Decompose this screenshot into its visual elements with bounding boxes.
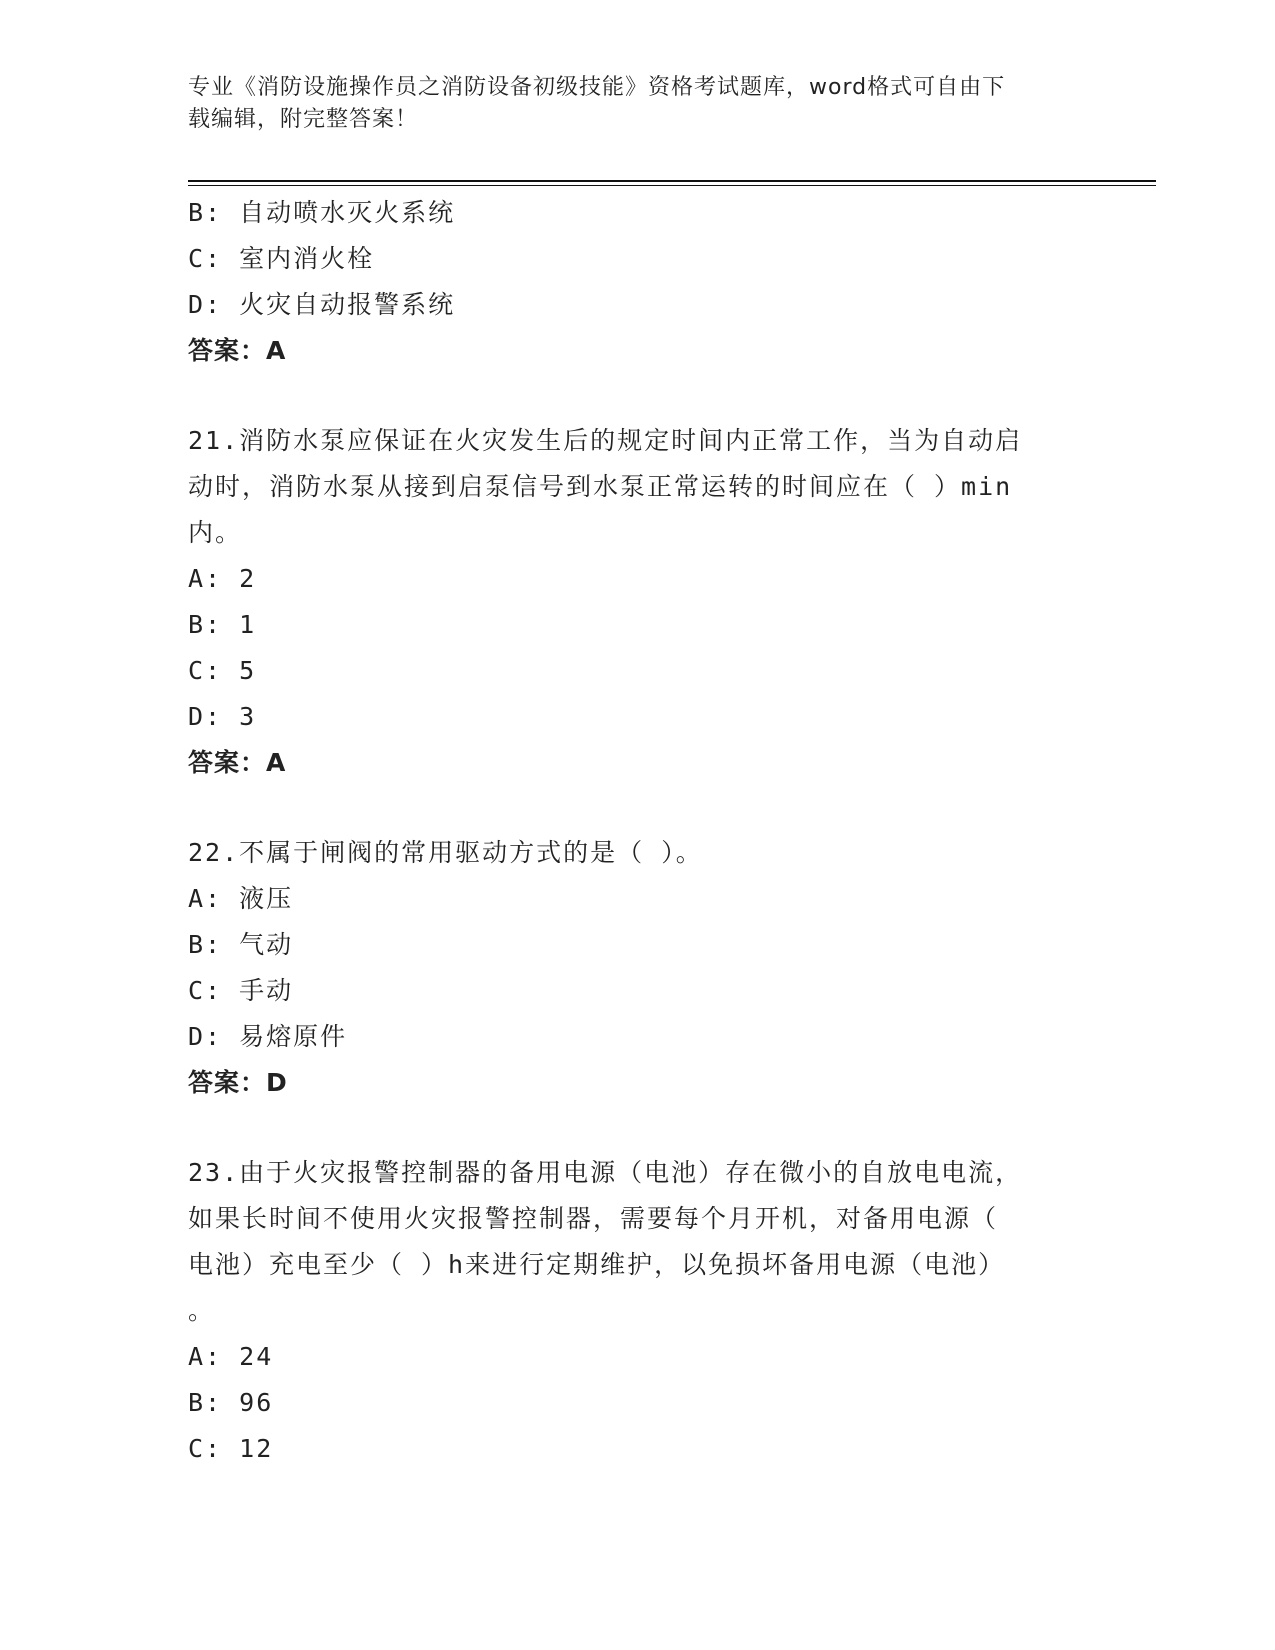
option-c: C: 室内消火栓: [188, 244, 375, 273]
question-text-line: 。: [188, 1296, 216, 1325]
question-text-line: 电池）充电至少（ ）h来进行定期维护，以免损坏备用电源（电池）: [188, 1250, 1006, 1279]
question-text-line: 内。: [188, 518, 243, 547]
question-content: [188, 190, 1088, 1472]
question-text-line: 21.消防水泵应保证在火灾发生后的规定时间内正常工作，当为自动启: [188, 426, 1023, 455]
question-23: [188, 1150, 1088, 1472]
header-line-1: 专业《消防设施操作员之消防设备初级技能》资格考试题库，word格式可自由下: [188, 75, 1006, 100]
option-d: D: 火灾自动报警系统: [188, 290, 456, 319]
header-divider-thick: [188, 180, 1156, 182]
header-divider-thin: [188, 185, 1156, 186]
option-b: B: 96: [188, 1388, 274, 1417]
answer: 答案：A: [188, 336, 287, 365]
prev-question: [188, 190, 1088, 374]
option-d: D: 3: [188, 702, 257, 731]
question-text-line: 23.由于火灾报警控制器的备用电源（电池）存在微小的自放电电流，: [188, 1158, 1023, 1187]
option-c: C: 5: [188, 656, 257, 685]
option-a: A: 2: [188, 564, 257, 593]
option-b: B: 气动: [188, 930, 294, 959]
option-b: B: 1: [188, 610, 257, 639]
question-22: [188, 830, 1088, 1106]
option-a: A: 液压: [188, 884, 294, 913]
answer: 答案：A: [188, 748, 287, 777]
option-b: B: 自动喷水灭火系统: [188, 198, 456, 227]
question-text-line: 22.不属于闸阀的常用驱动方式的是（ ）。: [188, 838, 703, 867]
answer: 答案：D: [188, 1068, 288, 1097]
question-text-line: 如果长时间不使用火灾报警控制器，需要每个月开机，对备用电源（: [188, 1204, 999, 1233]
option-c: C: 12: [188, 1434, 274, 1463]
option-a: A: 24: [188, 1342, 274, 1371]
question-text-line: 动时，消防水泵从接到启泵信号到水泵正常运转的时间应在（ ）min: [188, 472, 1013, 501]
header-line-2: 载编辑，附完整答案！: [188, 107, 419, 132]
option-d: D: 易熔原件: [188, 1022, 348, 1051]
document-header: [188, 72, 1068, 136]
question-21: [188, 418, 1088, 786]
option-c: C: 手动: [188, 976, 294, 1005]
